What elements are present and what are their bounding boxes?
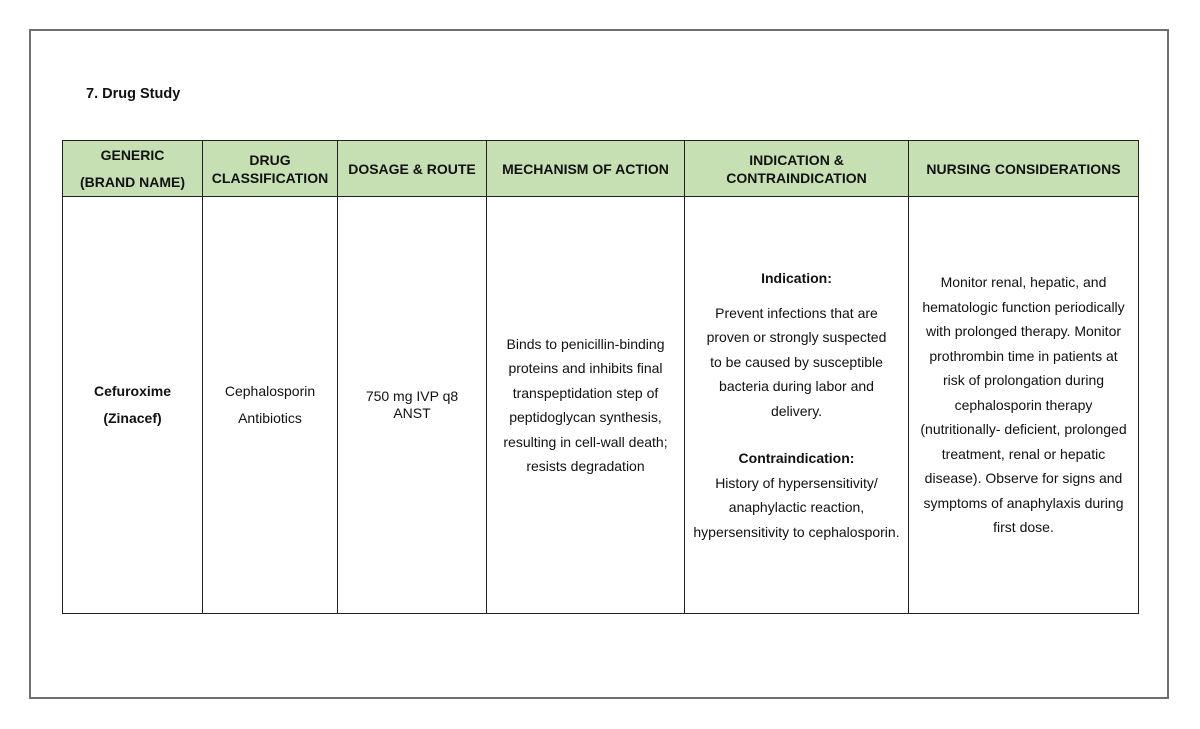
cell-generic [63,197,203,614]
header-classification: DRUG CLASSIFICATION [203,141,338,197]
indication-text: Prevent infections that are proven or strongly suspected to be caused by susceptible bacteria during labor and delivery. [706,304,887,419]
brand-name: (Zinacef) [103,410,162,426]
table-row [63,197,1139,614]
header-generic-label: GENERIC [100,147,165,163]
header-generic [63,141,203,197]
cell-dosage: 750 mg IVP q8 ANST [338,197,487,614]
classification-line1: Cephalosporin [224,383,316,399]
table-header-row [63,141,1139,197]
contraindication-label: Contraindication: [738,450,855,466]
cell-nursing: Monitor renal, hepatic, and hematologic function periodically with prolonged therapy. Monitor prothrombin time in patients at risk of prolongation during cephalosporin therapy (nutritionally- deficient, prolonged treatment, renal or hepatic disease). Observe for signs and symptoms of anaphylaxis during first dose. [909,197,1139,614]
header-brand-label: (BRAND NAME) [80,174,185,190]
header-dosage: DOSAGE & ROUTE [338,141,487,197]
indication-label: Indication: [761,270,832,286]
drug-study-table [62,140,1139,614]
header-mechanism: MECHANISM OF ACTION [487,141,685,197]
cell-classification [203,197,338,614]
cell-indication [685,197,909,614]
classification-line2: Antibiotics [238,410,302,426]
contraindication-text: History of hypersensitivity/ anaphylactic reaction, hypersensitivity to cephalosporin. [693,474,900,540]
section-title: 7. Drug Study [86,86,181,102]
header-nursing: NURSING CONSIDERATIONS [909,141,1139,197]
generic-name: Cefuroxime [93,383,172,399]
cell-mechanism: Binds to penicillin-binding proteins and inhibits final transpeptidation step of peptidoglycan synthesis, resulting in cell-wall death; resists degradation [487,197,685,614]
header-indication: INDICATION & CONTRAINDICATION [685,141,909,197]
